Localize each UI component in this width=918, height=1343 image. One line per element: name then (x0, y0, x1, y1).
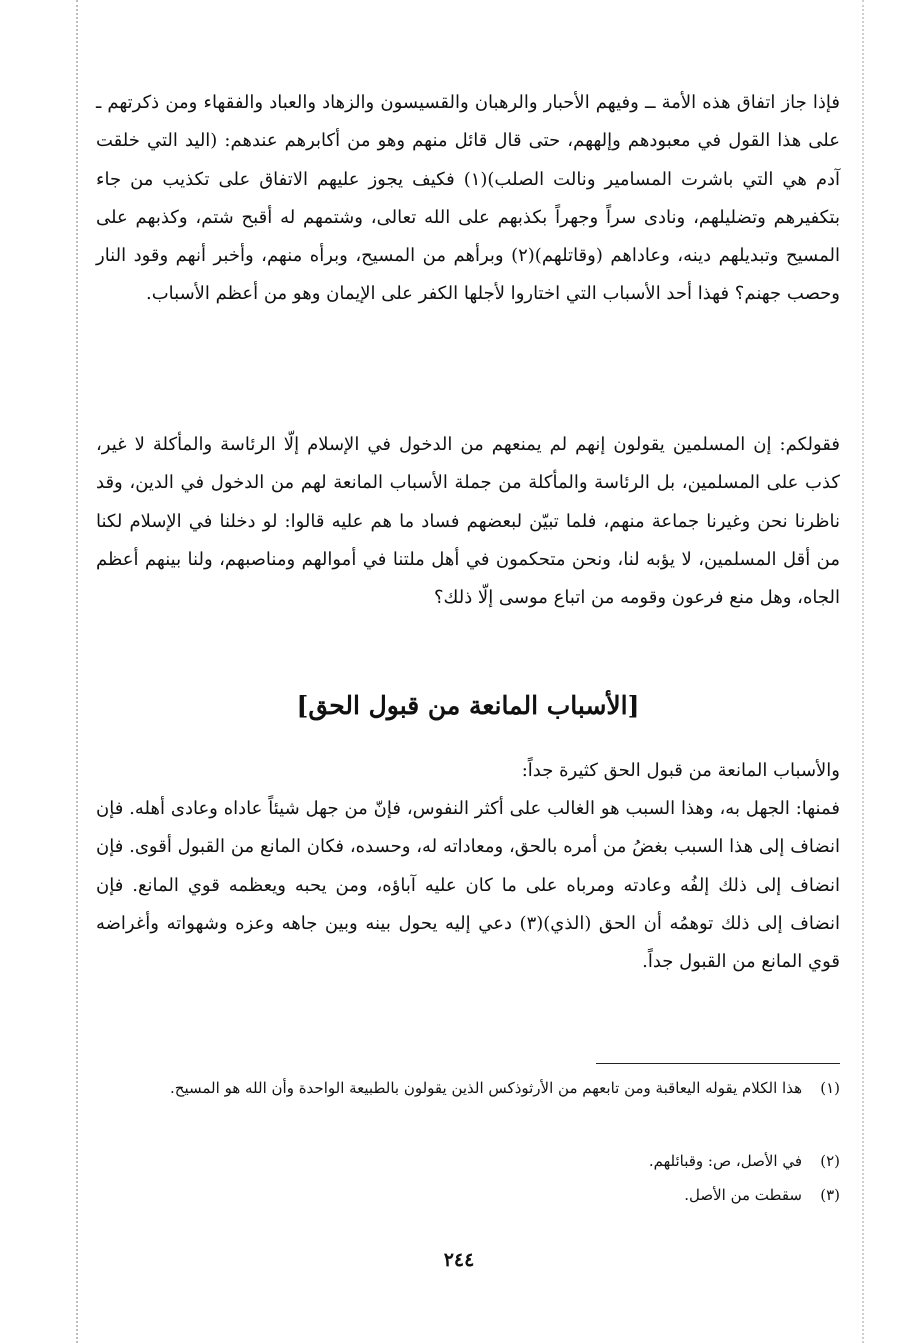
footnote-text: هذا الكلام يقوله اليعاقبة ومن تابعهم من الأرثوذكس الذين يقولون بالطبيعة الواحدة وأن الله هو المسيح. (170, 1079, 802, 1097)
footnote-text: سقطت من الأصل. (684, 1186, 802, 1204)
section-heading: [الأسباب المانعة من قبول الحق] (296, 691, 640, 720)
body-paragraph-2: فقولكم: إن المسلمين يقولون إنهم لم يمنعهم من الدخول في الإسلام إلّا الرئاسة والمأكلة لا غير، كذب على المسلمين، بل الرئاسة والمأكلة من جملة الأسباب المانعة لهم من الدخول في الدين، وقد ناظرنا نحن وغيرنا جماعة منهم، فلما تبيّن لبعضهم فساد ما هم عليه قالوا: لو دخلنا في الإسلام لكنا من أقل المسلمين، لا يؤبه لنا، ونحن متحكمون في أهل ملتنا في أموالهم ومناصبهم، ولنا بينهم أعظم الجاه، وهل منع فرعون وقومه من اتباع موسى إلّا ذلك؟ (96, 434, 840, 609)
footnote-3 (96, 1183, 840, 1207)
footnote-number: (٢) (820, 1152, 840, 1170)
footnote-1 (96, 1076, 840, 1100)
body-paragraph-3: والأسباب المانعة من قبول الحق كثيرة جداً: (521, 760, 840, 781)
footnote-number: (١) (820, 1079, 840, 1097)
left-margin-dotted-guide (76, 0, 78, 1343)
footnote-text: في الأصل، ص: وقبائلهم. (648, 1152, 802, 1170)
footnote-separator (596, 1063, 840, 1064)
body-paragraph-4: فمنها: الجهل به، وهذا السبب هو الغالب على أكثر النفوس، فإنّ من جهل شيئاً عاداه وعادى أهله. فإن انضاف إلى هذا السبب بغضُ من أمره بالحق، ومعاداته له، وحسده، فكان المانع من القبول أقوى. فإن انضاف إلى ذلك إلفُه وعادته ومرباه على ما كان عليه آباؤه، ومن يحبه ويعظمه قوي المانع. فإن انضاف إلى ذلك توهمُه أن الحق (الذي)(٣) دعي إليه يحول بينه وبين جاهه وعزه وشهواته وأغراضه قوي المانع من القبول جداً. (96, 798, 840, 973)
footnote-number: (٣) (820, 1186, 840, 1204)
footnote-2 (96, 1149, 840, 1173)
page-number: ٢٤٤ (443, 1249, 475, 1271)
body-paragraph-1: فإذا جاز اتفاق هذه الأمة ــ وفيهم الأحبار والرهبان والقسيسون والزهاد والعباد والفقهاء ومن ذكرتهم ـ على هذا القول في معبودهم وإلههم، حتى قال قائل منهم وهو من أكابرهم عندهم: (اليد التي خلقت آدم هي التي باشرت المسامير ونالت الصلب)(١) فكيف يجوز عليهم الاتفاق على تكذيب من جاء بتكفيرهم وتضليلهم، ونادى سراً وجهراً بكذبهم على الله تعالى، وشتمهم له أقبح شتم، وكذبهم على المسيح وتبديلهم دينه، وعاداهم (وقاتلهم)(٢) وبرأهم من المسيح، وبرأه منهم، وأخبر أنهم وقود النار وحصب جهنم؟ فهذا أحد الأسباب التي اختاروا لأجلها الكفر على الإيمان وهو من أعظم الأسباب. (96, 92, 840, 305)
right-margin-dotted-guide (862, 0, 864, 1343)
